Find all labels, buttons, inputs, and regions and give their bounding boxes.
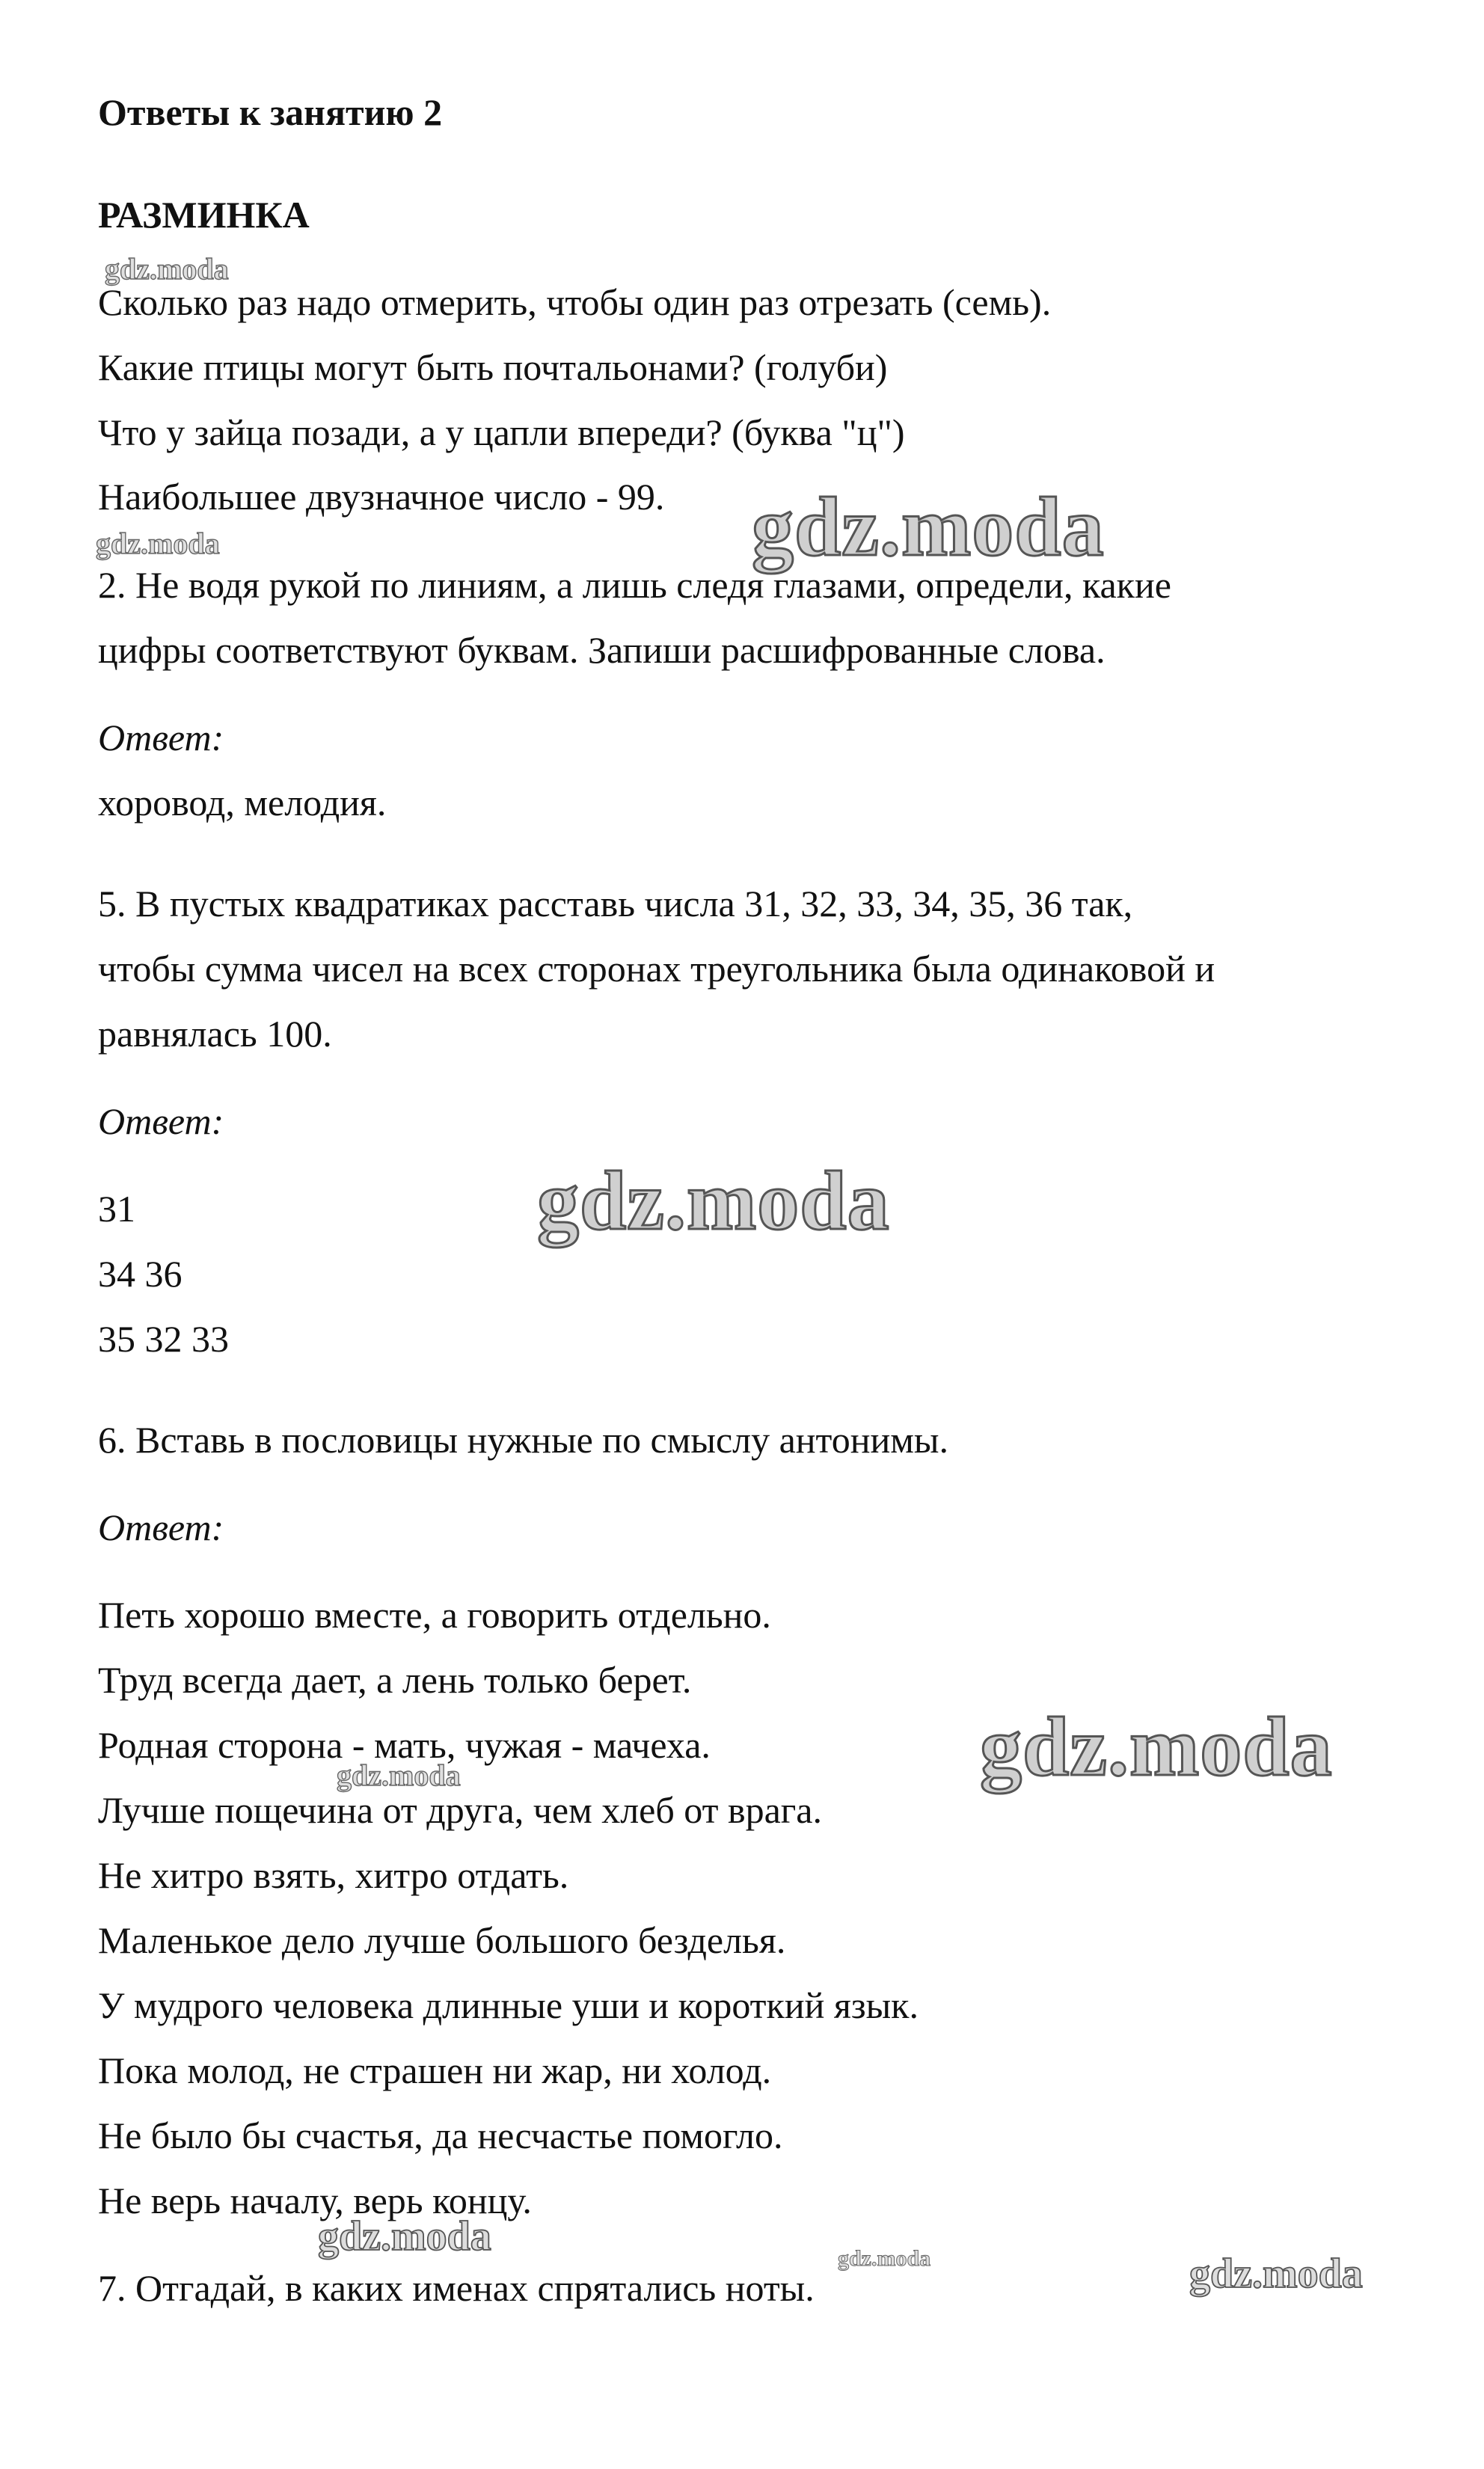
task5-answer-label: Ответ: (98, 1100, 224, 1142)
task6-answer-line: Родная сторона - мать, чужая - мачеха. (98, 1724, 711, 1766)
watermark: gdz.moda (105, 252, 229, 286)
task6-answer-line: Не было бы счастья, да несчастье помогло. (98, 2114, 783, 2156)
warmup-line: Наибольшее двузначное число - 99. (98, 476, 665, 518)
page-title: Ответы к занятию 2 (98, 91, 443, 133)
task6-answer-line: Маленькое дело лучше большого безделья. (98, 1919, 786, 1961)
task2-question-line: цифры соответствуют буквам. Запиши расшифрованные слова. (98, 629, 1106, 671)
task5-question-line: 5. В пустых квадратиках расставь числа 31, 32, 33, 34, 35, 36 так, (98, 883, 1133, 924)
task5-answer-line: 31 (98, 1188, 135, 1230)
task6-answer-line: Пока молод, не страшен ни жар, ни холод. (98, 2049, 772, 2091)
task5-answer-line: 34 36 (98, 1253, 183, 1295)
watermark: gdz.moda (337, 1758, 461, 1792)
task6-answer-line: У мудрого человека длинные уши и короткий язык. (98, 1984, 919, 2026)
warmup-line: Что у зайца позади, а у цапли впереди? (буква "ц") (98, 411, 905, 453)
task6-answer-label: Ответ: (98, 1506, 224, 1548)
watermark: gdz.moda (318, 2213, 491, 2260)
task6-answer-line: Не верь началу, верь концу. (98, 2180, 532, 2221)
task6-answer-line: Не хитро взять, хитро отдать. (98, 1854, 569, 1896)
watermark: gdz.moda (838, 2246, 931, 2271)
warmup-line: Какие птицы могут быть почтальонами? (голуби) (98, 346, 888, 388)
task6-answer-line: Труд всегда дает, а лень только берет. (98, 1659, 692, 1701)
watermark: gdz.moda (752, 481, 1105, 574)
watermark: gdz.moda (980, 1701, 1333, 1794)
task5-answer-line: 35 32 33 (98, 1318, 229, 1360)
task2-answer-line: хоровод, мелодия. (98, 782, 387, 823)
watermark: gdz.moda (537, 1155, 890, 1248)
watermark: gdz.moda (1189, 2251, 1363, 2297)
task7-question-line: 7. Отгадай, в каких именах спрятались ноты. (98, 2267, 815, 2309)
warmup-line: Сколько раз надо отмерить, чтобы один раз отрезать (семь). (98, 281, 1052, 323)
task6-answer-line: Петь хорошо вместе, а говорить отдельно. (98, 1594, 771, 1636)
watermark: gdz.moda (96, 527, 220, 560)
task5-question-line: равнялась 100. (98, 1013, 332, 1055)
task5-question-line: чтобы сумма чисел на всех сторонах треугольника была одинаковой и (98, 948, 1215, 990)
task6-question-line: 6. Вставь в пословицы нужные по смыслу антонимы. (98, 1419, 948, 1461)
task6-answer-line: Лучше пощечина от друга, чем хлеб от врага. (98, 1789, 822, 1831)
task2-answer-label: Ответ: (98, 717, 224, 758)
warmup-heading: РАЗМИНКА (98, 194, 310, 236)
task2-question-line: 2. Не водя рукой по линиям, а лишь следя глазами, определи, какие (98, 564, 1171, 606)
